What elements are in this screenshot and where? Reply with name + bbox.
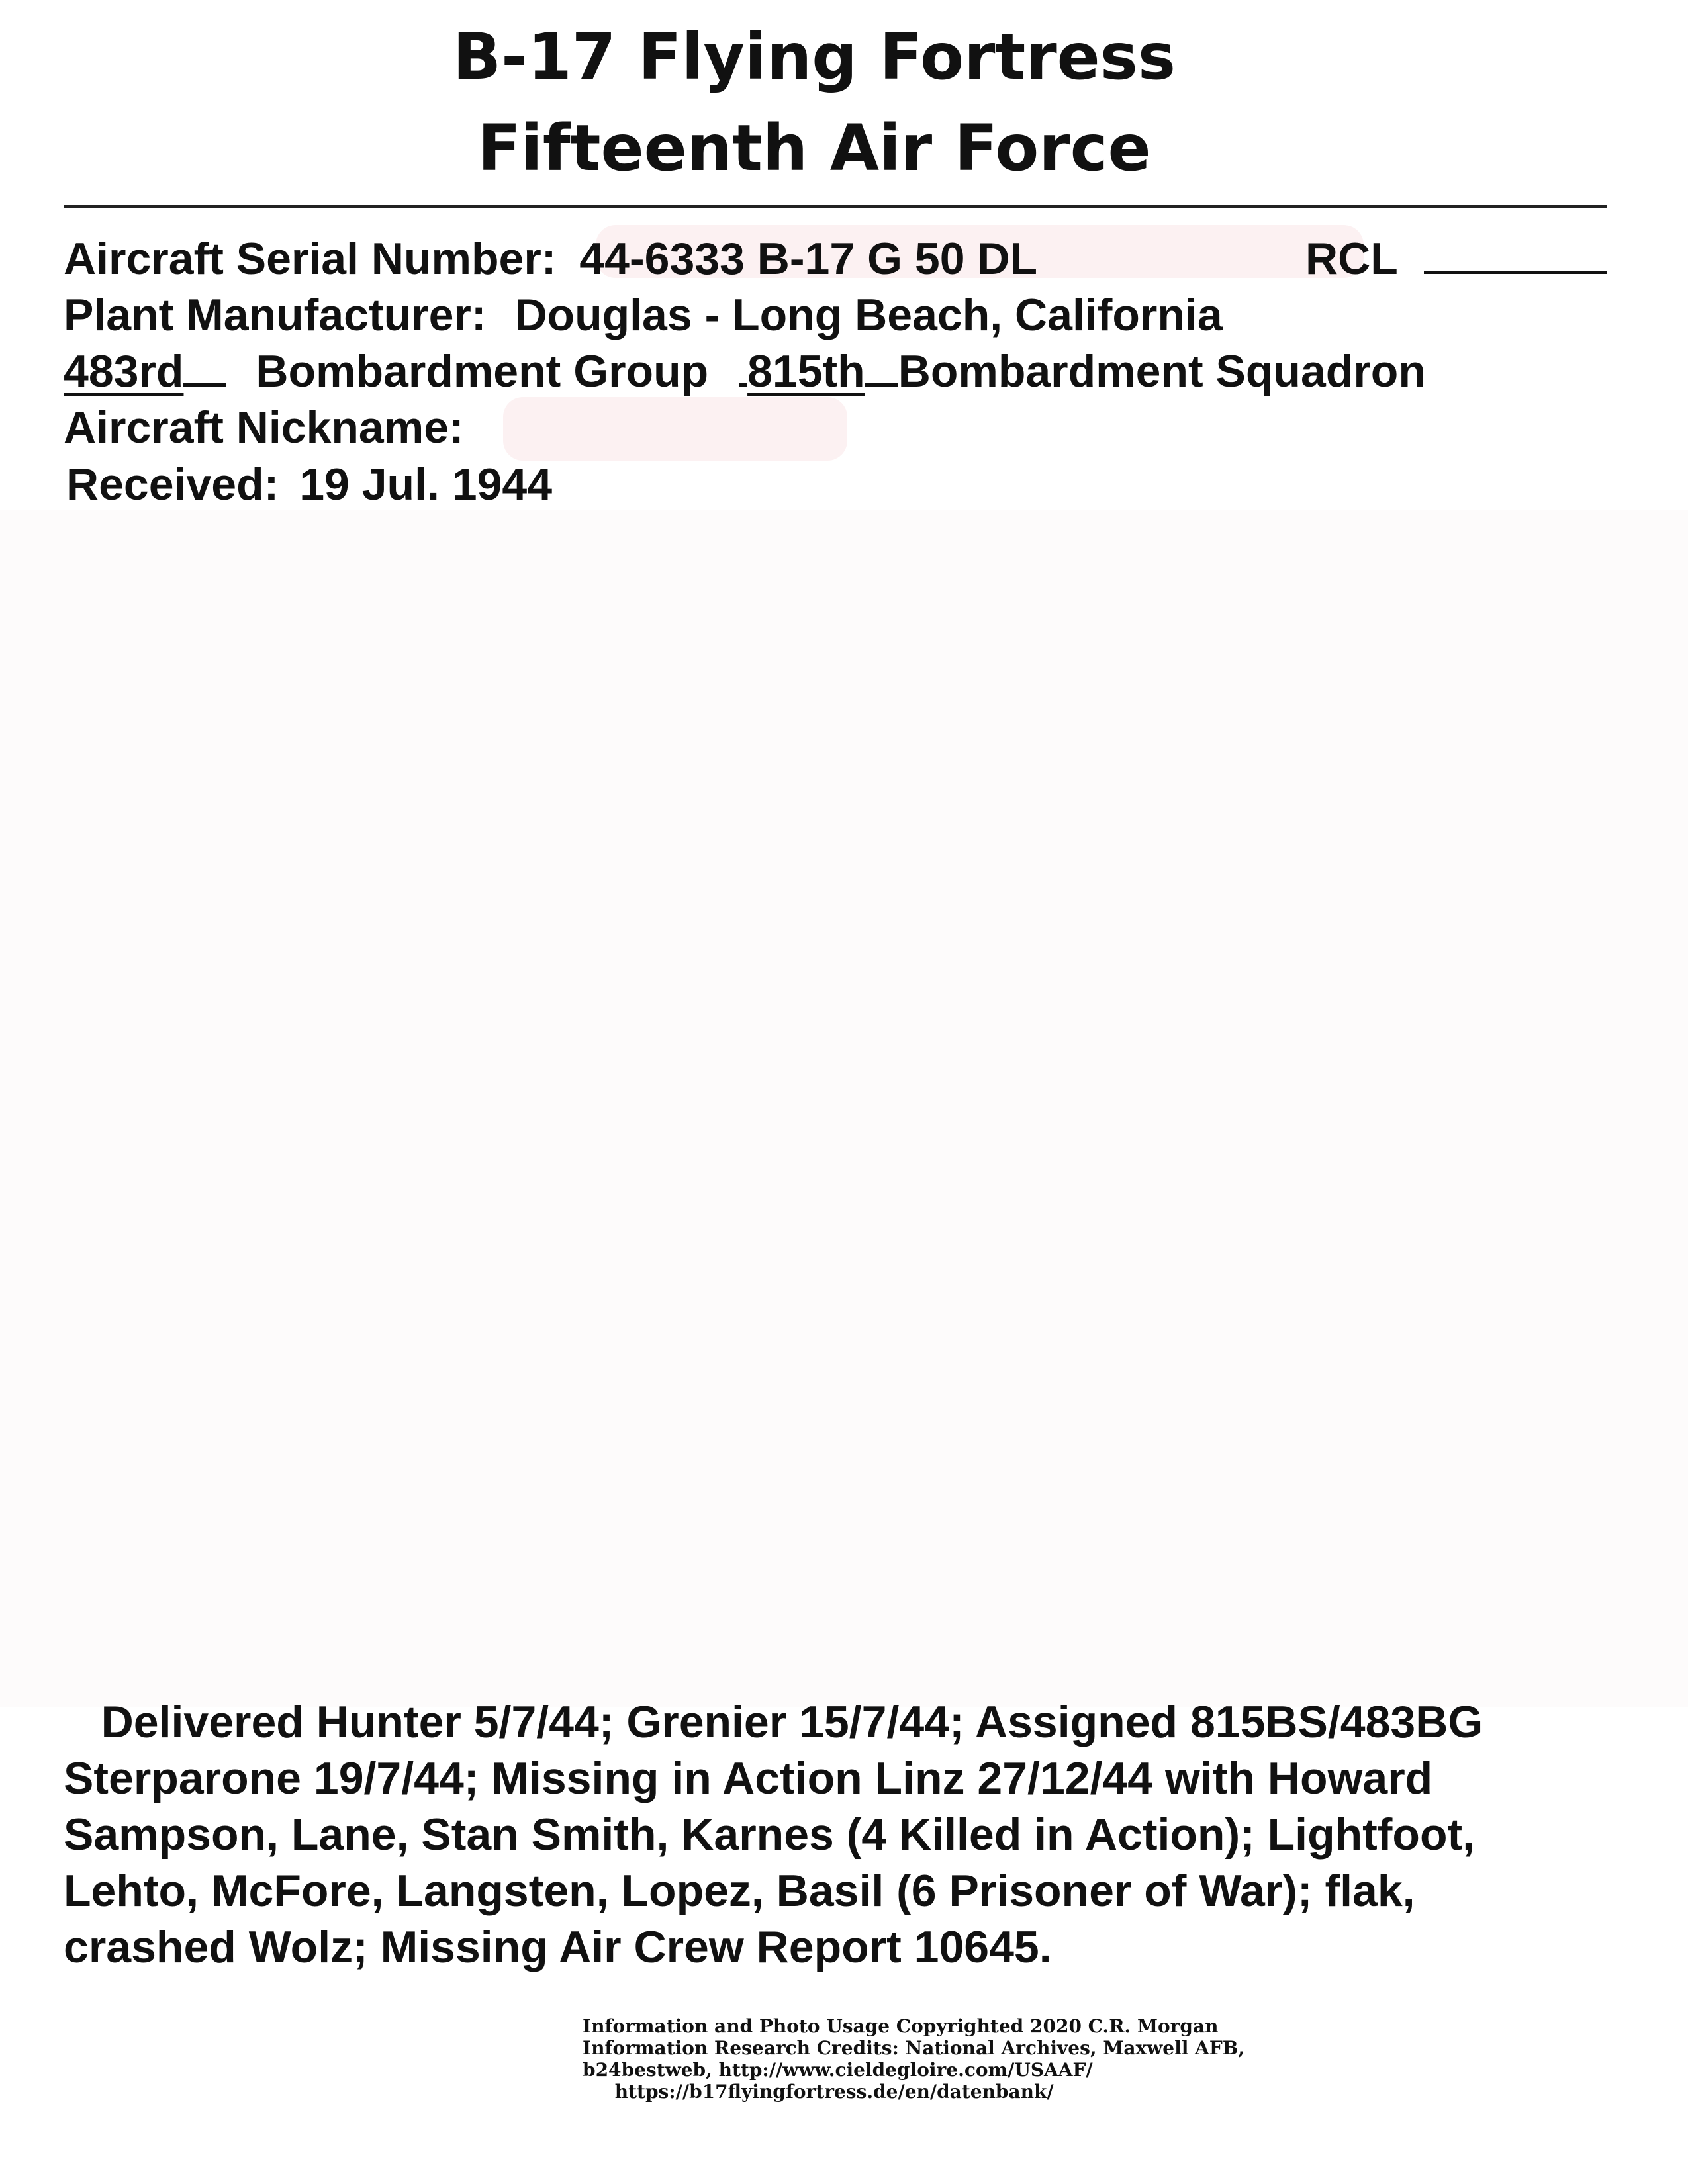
group-blank <box>183 383 226 387</box>
rcl-blank <box>1424 271 1607 274</box>
nickname-label: Aircraft Nickname: <box>64 402 464 453</box>
group-squadron-row <box>64 346 1426 396</box>
squadron-number: 815th <box>747 346 865 396</box>
received-label: Received: <box>66 459 279 510</box>
page-title-line-2: Fifteenth Air Force <box>477 111 1151 185</box>
history-line-2: Sterparone 19/7/44; Missing in Action Linz 27/12/44 with Howard <box>64 1753 1433 1803</box>
rcl-field <box>1305 234 1607 284</box>
nickname-row <box>64 402 464 453</box>
photo-placeholder <box>0 510 1688 1707</box>
serial-number-row <box>64 234 1038 284</box>
squadron-blank-left <box>739 383 747 387</box>
credits-line-2: Information Research Credits: National Archives, Maxwell AFB, <box>583 2037 1245 2059</box>
group-label: Bombardment Group <box>256 346 709 396</box>
credits-line-1: Information and Photo Usage Copyrighted 2020 C.R. Morgan <box>583 2015 1219 2037</box>
received-value: 19 Jul. 1944 <box>299 459 553 510</box>
received-row <box>66 459 553 510</box>
manufacturer-label: Plant Manufacturer: <box>64 290 487 340</box>
aircraft-history <box>64 1694 1639 1976</box>
serial-number-label: Aircraft Serial Number: <box>64 234 557 284</box>
serial-number-value: 44-6333 B-17 G 50 DL <box>579 234 1038 284</box>
group-number: 483rd <box>64 346 184 396</box>
credits-line-4: https://b17flyingfortress.de/en/datenbank/ <box>583 2081 1054 2103</box>
manufacturer-value: Douglas - Long Beach, California <box>514 290 1223 340</box>
redaction-mark-nickname <box>503 397 847 461</box>
history-line-3: Sampson, Lane, Stan Smith, Karnes (4 Killed in Action); Lightfoot, <box>64 1809 1476 1860</box>
squadron-blank-right <box>865 383 898 387</box>
history-line-5: crashed Wolz; Missing Air Crew Report 10645. <box>64 1922 1052 1972</box>
header-divider <box>64 205 1607 208</box>
squadron-label: Bombardment Squadron <box>898 346 1426 396</box>
page-title-line-1: B-17 Flying Fortress <box>452 20 1176 94</box>
manufacturer-row <box>64 290 1223 340</box>
copyright-credits <box>583 2015 1244 2103</box>
history-line-1: Delivered Hunter 5/7/44; Grenier 15/7/44; Assigned 815BS/483BG <box>64 1697 1483 1747</box>
history-line-4: Lehto, McFore, Langsten, Lopez, Basil (6 Prisoner of War); flak, <box>64 1866 1415 1916</box>
credits-line-3: b24bestweb, http://www.cieldegloire.com/USAAF/ <box>583 2059 1093 2081</box>
rcl-label: RCL <box>1305 234 1397 284</box>
